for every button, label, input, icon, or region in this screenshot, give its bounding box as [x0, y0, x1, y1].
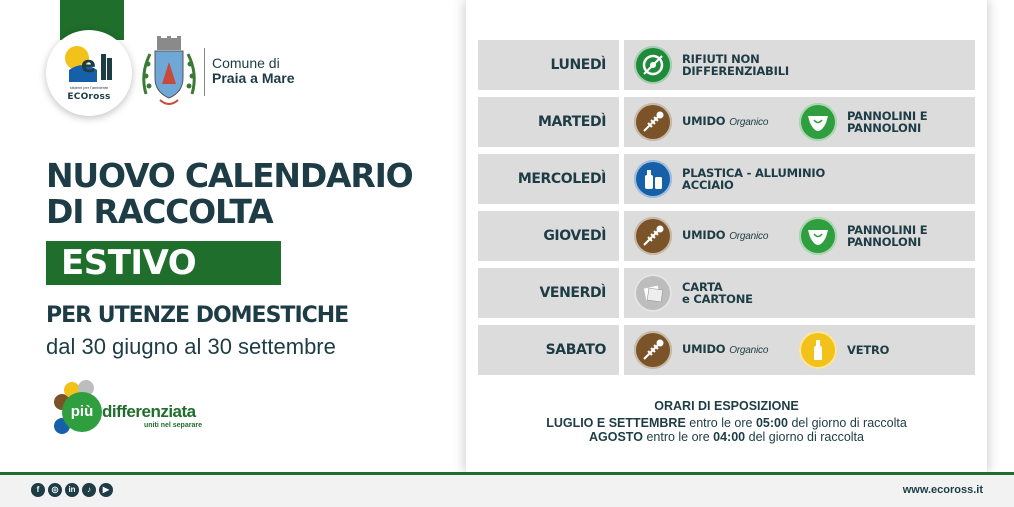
waste-items [624, 268, 975, 318]
exposure-end-2: del giorno di raccolta [748, 430, 864, 444]
exposure-times [466, 399, 987, 444]
comune-label: Comune di [212, 55, 280, 71]
period-text: dal 30 giugno al 30 settembre [46, 334, 336, 359]
waste-label [847, 224, 927, 248]
waste-label [682, 281, 753, 305]
exposure-title: ORARI DI ESPOSIZIONE [654, 399, 799, 413]
waste-items [624, 325, 975, 375]
day-label: MARTEDÌ [478, 97, 619, 147]
facebook-icon[interactable]: f [31, 483, 45, 497]
website-link[interactable]: www.ecoross.it [902, 484, 983, 496]
exposure-time-1: 05:00 [755, 416, 788, 430]
logo-name: ECOross [67, 92, 111, 102]
schedule-panel [466, 0, 987, 472]
waste-label-line-2: PANNOLONI [847, 121, 922, 135]
schedule-row [478, 40, 975, 90]
diaper-icon [799, 103, 837, 141]
diaper-icon [799, 217, 837, 255]
day-label: SABATO [478, 325, 619, 375]
ecoross-emblem-icon [63, 44, 115, 84]
schedule-row [478, 154, 975, 204]
header-divider [204, 48, 205, 96]
piu-differenziata-logo [50, 380, 220, 438]
day-label: VENERDÌ [478, 268, 619, 318]
paper-icon [634, 274, 672, 312]
waste-label [682, 53, 789, 77]
tiktok-icon[interactable]: ♪ [82, 483, 96, 497]
waste-label [682, 343, 768, 357]
waste-item [799, 103, 927, 141]
day-label: GIOVEDÌ [478, 211, 619, 261]
title-line-2: DI RACCOLTA [46, 192, 273, 231]
exposure-time-2: 04:00 [713, 430, 746, 444]
bottle-can-icon [634, 160, 672, 198]
comune-town: Praia a Mare [212, 70, 295, 86]
glass-bottle-icon [799, 331, 837, 369]
exposure-line-2 [466, 430, 987, 444]
campaign-tagline: uniti nel separare [144, 422, 202, 429]
schedule-row [478, 97, 975, 147]
youtube-icon[interactable]: ▶ [99, 483, 113, 497]
waste-items [624, 40, 975, 90]
waste-items [624, 211, 975, 261]
exposure-mid-1: entro le ore [689, 416, 753, 430]
title-line-1: NUOVO CALENDARIO [46, 156, 413, 195]
waste-item [634, 331, 768, 369]
waste-label [847, 344, 889, 356]
svg-text:e: e [81, 53, 96, 78]
audience-text: PER UTENZE DOMESTICHE [46, 303, 349, 328]
waste-label-line-1: PANNOLINI E [847, 223, 928, 237]
waste-label-sub: Organico [729, 345, 769, 356]
waste-item [634, 160, 825, 198]
waste-label-line-2: PANNOLONI [847, 235, 922, 249]
waste-label-line-2: ACCIAIO [682, 178, 734, 192]
waste-label-line-1: VETRO [847, 343, 890, 357]
waste-label-line-1: CARTA [682, 280, 723, 294]
exposure-line-1 [466, 416, 987, 430]
waste-item [634, 274, 753, 312]
schedule-row [478, 211, 975, 261]
waste-label-sub: Organico [729, 117, 769, 128]
schedule-row [478, 268, 975, 318]
campaign-name: differenziata [102, 402, 196, 421]
waste-label-line-1: UMIDO [682, 114, 726, 128]
waste-label-sub: Organico [729, 231, 769, 242]
schedule-list [478, 40, 975, 382]
waste-item [634, 217, 768, 255]
logo-subtitle: sistemi per l'ambiente [69, 85, 109, 90]
exposure-mid-2: entro le ore [646, 430, 710, 444]
waste-label [682, 115, 768, 129]
waste-label-line-1: PANNOLINI E [847, 109, 928, 123]
waste-item [799, 217, 927, 255]
social-links [31, 483, 113, 497]
footer [0, 475, 1014, 507]
exposure-months-2: AGOSTO [589, 430, 643, 444]
fishbone-icon [634, 103, 672, 141]
schedule-row [478, 325, 975, 375]
waste-label-line-1: RIFIUTI NON [682, 52, 760, 66]
waste-label-line-1: PLASTICA - ALLUMINIO [682, 166, 826, 180]
linkedin-icon[interactable]: in [65, 483, 79, 497]
indifferenziato-icon [634, 46, 672, 84]
exposure-end-1: del giorno di raccolta [791, 416, 907, 430]
day-label: MERCOLEDÌ [478, 154, 619, 204]
waste-item [634, 46, 789, 84]
exposure-months-1: LUGLIO E SETTEMBRE [546, 416, 686, 430]
waste-label-line-2: e CARTONE [682, 292, 753, 306]
waste-label-line-2: DIFFERENZIABILI [682, 64, 789, 78]
fishbone-icon [634, 331, 672, 369]
piu-badge: più [62, 392, 102, 432]
page-title [46, 158, 413, 230]
day-label: LUNEDÌ [478, 40, 619, 90]
waste-label [847, 110, 927, 134]
waste-items [624, 154, 975, 204]
waste-items [624, 97, 975, 147]
fishbone-icon [634, 217, 672, 255]
waste-label [682, 167, 825, 191]
waste-label-line-1: UMIDO [682, 228, 726, 242]
waste-label-line-1: UMIDO [682, 342, 726, 356]
waste-item [634, 103, 768, 141]
instagram-icon[interactable]: ◎ [48, 483, 62, 497]
comune-name [212, 56, 295, 86]
season-badge: ESTIVO [46, 241, 281, 285]
ecoross-logo [46, 30, 132, 116]
waste-label [682, 229, 768, 243]
municipal-crest-icon [138, 34, 200, 112]
waste-item [799, 331, 889, 369]
